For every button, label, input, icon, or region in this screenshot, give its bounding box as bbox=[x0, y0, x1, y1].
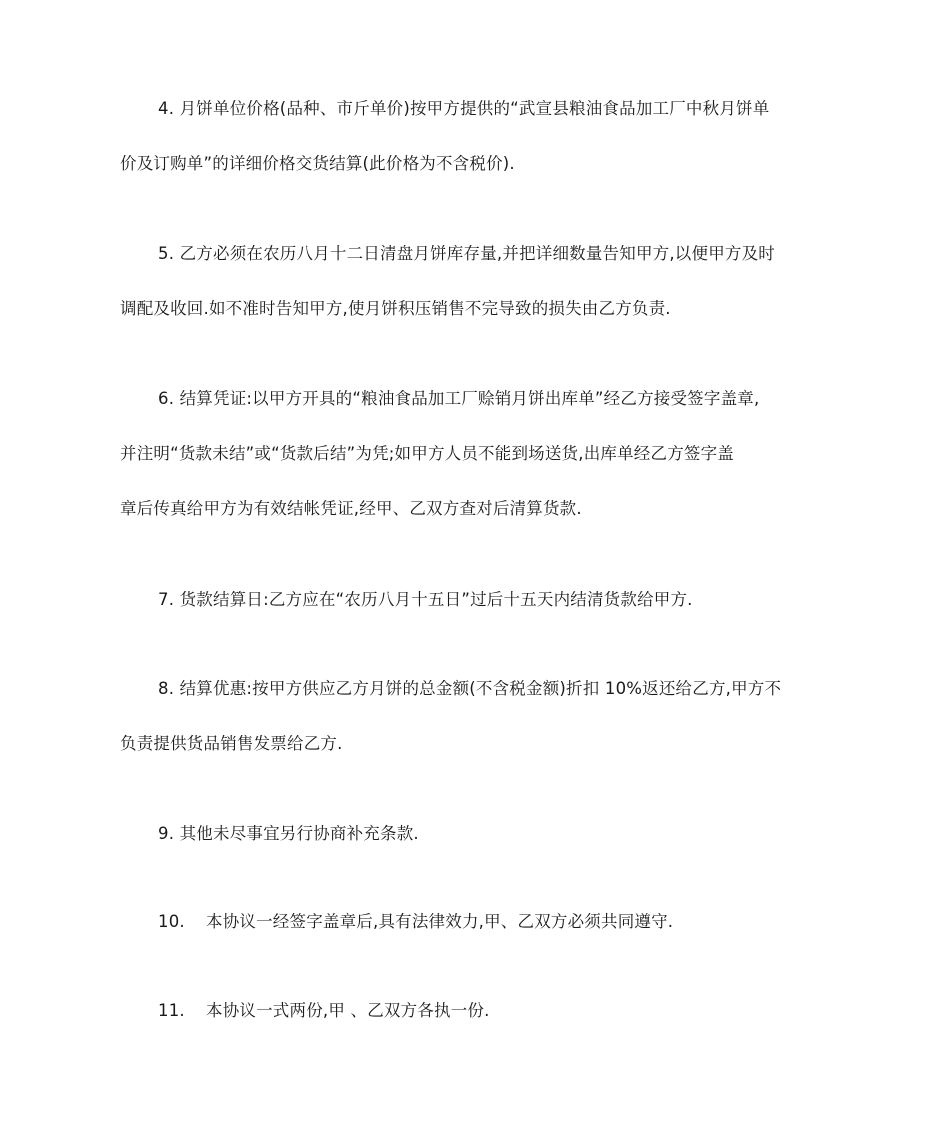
clause-number: 4. bbox=[158, 99, 175, 118]
clause-line: 章后传真给甲方为有效结帐凭证,经甲、乙双方查对后清算货款. bbox=[120, 499, 582, 518]
clause-line: 价及订购单”的详细价格交货结算(此价格为不含税价). bbox=[120, 154, 515, 173]
clause-11 bbox=[120, 983, 832, 1038]
clause-line bbox=[120, 81, 832, 136]
clause-text: 结算优惠:按甲方供应乙方月饼的总金额(不含税金额)折扣 10%返还给乙方,甲方不 bbox=[179, 679, 782, 698]
clause-text: 其他未尽事宜另行协商补充条款. bbox=[179, 824, 419, 843]
clause-5 bbox=[120, 226, 832, 336]
clause-8 bbox=[120, 661, 832, 771]
clause-number: 11. bbox=[158, 1001, 185, 1020]
clause-number: 10. bbox=[158, 912, 185, 931]
clause-line: 负责提供货品销售发票给乙方. bbox=[120, 734, 343, 753]
clause-line bbox=[120, 806, 832, 861]
clause-line bbox=[120, 371, 832, 426]
clause-text: 乙方必须在农历八月十二日清盘月饼库存量,并把详细数量告知甲方,以便甲方及时 bbox=[179, 244, 775, 263]
clause-number: 7. bbox=[158, 590, 175, 609]
clause-4 bbox=[120, 81, 832, 191]
clause-6 bbox=[120, 371, 832, 536]
clause-number: 6. bbox=[158, 389, 175, 408]
clause-number: 9. bbox=[158, 824, 175, 843]
clause-number: 5. bbox=[158, 244, 175, 263]
clause-line bbox=[120, 226, 832, 281]
clause-7 bbox=[120, 572, 832, 627]
clause-text: 结算凭证:以甲方开具的“粮油食品加工厂赊销月饼出库单”经乙方接受签字盖章, bbox=[179, 389, 760, 408]
clause-text: 本协议一经签字盖章后,具有法律效力,甲、乙双方必须共同遵守. bbox=[206, 912, 674, 931]
clause-text: 货款结算日:乙方应在“农历八月十五日”过后十五天内结清货款给甲方. bbox=[179, 590, 693, 609]
clause-line bbox=[120, 983, 832, 1038]
clause-line bbox=[120, 894, 832, 949]
clause-text: 月饼单位价格(品种、市斤单价)按甲方提供的“武宣县粮油食品加工厂中秋月饼单 bbox=[179, 99, 770, 118]
clause-number: 8. bbox=[158, 679, 175, 698]
clause-10 bbox=[120, 894, 832, 949]
clause-text: 本协议一式两份,甲 、乙双方各执一份. bbox=[206, 1001, 490, 1020]
clause-line: 并注明“货款未结”或“货款后结”为凭;如甲方人员不能到场送货,出库单经乙方签字盖 bbox=[120, 444, 734, 463]
clause-9 bbox=[120, 806, 832, 861]
clause-line bbox=[120, 661, 832, 716]
clause-line bbox=[120, 572, 832, 627]
clause-line: 调配及收回.如不准时告知甲方,使月饼积压销售不完导致的损失由乙方负责. bbox=[120, 299, 671, 318]
